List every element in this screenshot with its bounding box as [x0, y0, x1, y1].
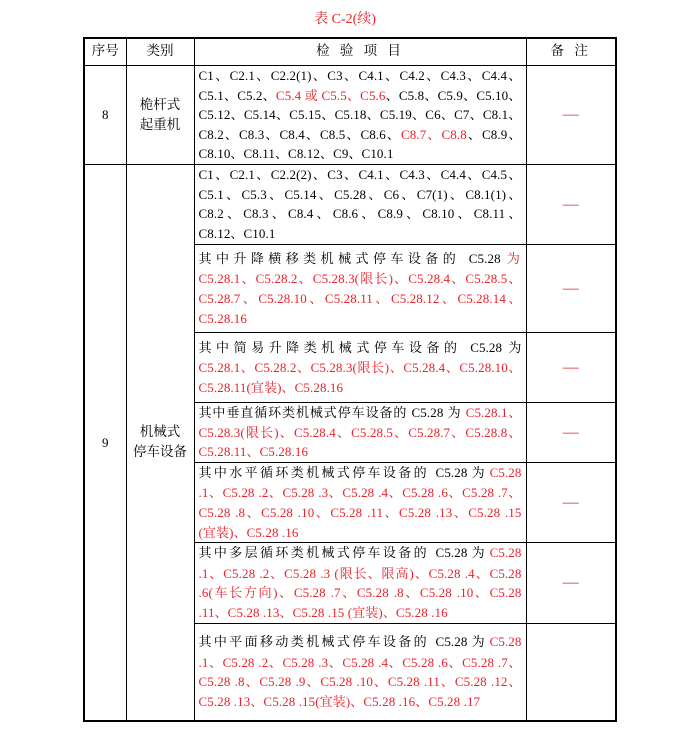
- row-note: —: [526, 332, 616, 402]
- category-line: 桅杆式: [139, 96, 181, 113]
- item-text: C5.28 为: [435, 545, 490, 561]
- row-note: [526, 623, 616, 721]
- item-text-highlight: 为: [506, 251, 522, 267]
- table-caption: 表 C-2(续): [314, 12, 376, 27]
- row-note: —: [526, 402, 616, 462]
- item-text: 其中简易升降类机械式停车设备的: [198, 340, 471, 356]
- item-text-highlight: C5.28.1、C5.28.2、C5.28.3(限长)、C5.28.4、C5.28.10、C5.28.11(宜装)、C5.28.16: [198, 360, 522, 395]
- row-items: [194, 543, 526, 623]
- row-category: [126, 66, 194, 165]
- item-text-highlight: C5.28.1、C5.28.2、C5.28.3(限长)、C5.28.4、C5.28.5、C5.28.7、C5.28.10、C5.28.11、C5.28.12、C5.28.14、C5.28.16: [198, 271, 522, 326]
- row-no: 8: [84, 66, 126, 165]
- item-text-highlight: C8.7、C8.8: [401, 126, 467, 142]
- row-items: [194, 462, 526, 542]
- row-items: [194, 402, 526, 462]
- item-text-highlight: C5.4 或 C5.5、C5.6: [275, 87, 386, 103]
- item-text-highlight: C5.28 .1、C5.28 .2、C5.28 .3、C5.28 .4、C5.28 .6、C5.28 .7、C5.28 .8、C5.28 .10、C5.28 .11、C5.28 .13、C5.28 .15 (宜装)、C5.28 .16: [198, 464, 522, 540]
- item-text: C5.28 为: [435, 634, 490, 650]
- row-note: —: [526, 543, 616, 623]
- item-text-highlight: C5.28 .1、C5.28 .2、C5.28 .3、C5.28 .4、C5.28 .6、C5.28 .7、C5.28 .8、C5.28 .9、C5.28 .10、C5.28 .11、C5.28 .12、C5.28 .13、C5.28 .15(宜装)、C5.28 .16、C5.28 .17: [198, 634, 522, 709]
- header-items: 检 验 项 目: [194, 38, 526, 66]
- header-note: 备 注: [526, 38, 616, 66]
- item-text-highlight: C5.28 .1、C5.28 .2、C5.28 .3 (限长、限高)、C5.28 .4、C5.28 .6(车长方向)、C5.28 .7、C5.28 .8、C5.28 .10、C5.28 .11、C5.28 .13、C5.28 .15 (宜装)、C5.28 .16: [198, 545, 522, 620]
- row-items: [194, 623, 526, 721]
- header-category: 类别: [126, 38, 194, 66]
- category-line: 机械式: [139, 424, 181, 441]
- item-text: C5.28 为: [470, 339, 522, 355]
- item-text: 其中升降横移类机械式停车设备的: [198, 251, 469, 267]
- item-text: C5.28 为: [435, 464, 490, 480]
- table-row-8: [84, 66, 616, 165]
- category-line: 起重机: [139, 116, 181, 133]
- item-text: 其中水平循环类机械式停车设备的: [198, 465, 436, 481]
- item-text: 其中平面移动类机械式停车设备的: [198, 635, 436, 651]
- row-items: [194, 66, 526, 165]
- item-text: C5.28: [468, 250, 507, 266]
- item-text-highlight: C5.28.1、C5.28.3(限长)、C5.28.4、C5.28.5、C5.28.7、C5.28.8、C5.28.11、C5.28.16: [198, 404, 522, 460]
- row-items: [194, 244, 526, 332]
- category-line: 停车设备: [133, 444, 187, 461]
- row-items: [194, 164, 526, 244]
- row-note: —: [526, 244, 616, 332]
- item-text: 其中垂直循环类机械式停车设备的 C5.28 为: [198, 404, 466, 420]
- table-header-row: [84, 38, 616, 66]
- item-text: C1、C2.1、C2.2(2)、C3、C4.1、C4.3、C4.4、C4.5、C5.1、C5.3、C5.14、C5.28、C6、C7(1)、C8.1(1)、C8.2、C8.3、C8.4、C8.6、C8.9、C8.10、C8.11、C8.12、C10.1: [198, 167, 522, 242]
- item-text: 、C8.9、C8.10、C8.11、C8.12、C9、C10.1: [198, 126, 522, 162]
- item-text: C1、C2.1、C2.2(1)、C3、C4.1、C4.2、C4.3、C4.4、C5.1、C5.2、: [198, 68, 522, 103]
- item-text: 、C5.8、C5.9、C5.10、C5.12、C5.14、C5.15、C5.18、C5.19、C6、C7、C8.1、C8.2、C8.3、C8.4、C8.5、C8.6、: [198, 87, 522, 142]
- header-no: 序号: [84, 38, 126, 66]
- row-note: —: [526, 164, 616, 244]
- item-text: 其中多层循环类机械式停车设备的: [198, 546, 436, 562]
- row-category: [126, 164, 194, 721]
- row-note: —: [526, 66, 616, 165]
- row-items: [194, 332, 526, 402]
- inspection-items-table: [83, 37, 617, 722]
- row-note: —: [526, 462, 616, 542]
- row-no: 9: [84, 164, 126, 721]
- table-row-9-sub-1: [84, 164, 616, 244]
